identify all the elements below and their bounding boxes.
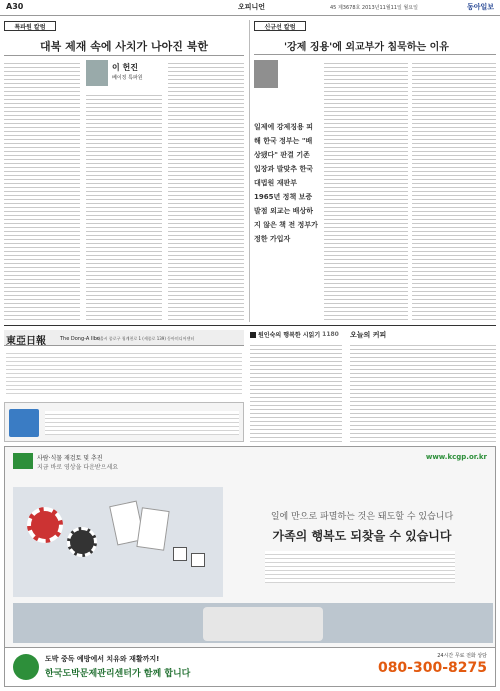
right-article	[254, 20, 496, 322]
company-english-name: The Dong-A Ilbo	[60, 336, 100, 342]
article-text-col1	[4, 60, 80, 322]
company-address: 서울시 종로구 청계천로 1 (세종로 139) 동아미디어센터	[96, 336, 195, 341]
column-tag: 원인숙의 행복한 시읽기	[258, 332, 321, 339]
ad-hashtag: 지금 바로 영상을 다운받으세요	[37, 464, 119, 471]
company-info-box	[4, 330, 244, 398]
newspaper-brand: 동아일보	[466, 3, 494, 11]
pull-quote: 일제에 강제징용 피해 한국 정부는 "배상됐다" 판결 기존 입장과 발맞추 한국 대법원 재판부 1965년 정책 보증 발점 외교는 배상하지 않은 책 전 정부가 정한 가입자	[254, 123, 318, 243]
company-logo: 東亞日報	[6, 336, 46, 347]
column-tag: 특파원 칼럼	[14, 23, 46, 31]
article-text-col2	[86, 92, 162, 322]
ad-body-text	[265, 551, 455, 583]
poem-title: 오늘의 커피	[350, 331, 387, 339]
article-text-col3	[168, 60, 244, 322]
ad-top-label: 사람·식물 재검토 및 추진	[37, 455, 103, 462]
small-ad	[4, 402, 244, 442]
author-photo	[254, 60, 278, 88]
ad-family-photo	[13, 603, 493, 643]
poem-column	[250, 330, 342, 442]
article-title: '강제 징용'에 외교부가 침묵하는 이유	[284, 42, 449, 53]
title-rule	[4, 55, 244, 56]
left-article	[4, 20, 244, 322]
title-rule	[254, 54, 496, 55]
ad-bottom-title: 도박 중독 예방에서 치유와 재활까지!	[45, 655, 160, 663]
ad-phone-number: 080-300-8275	[377, 660, 487, 676]
section-title: 오피니언	[238, 3, 266, 11]
ad-main-headline: 일에 만으로 파멸하는 것은 돼도할 수 있습니다	[270, 512, 454, 522]
contact-lines	[6, 350, 242, 396]
ad-bottom-bar	[5, 647, 495, 686]
article-text-col2	[412, 60, 496, 322]
ad-phone-note: 24시간 무료 전화 상담	[437, 653, 487, 659]
column-number: 1180	[322, 331, 339, 338]
section-rule	[4, 325, 496, 326]
poem-commentary	[350, 342, 496, 442]
poem-text	[250, 342, 342, 442]
author-name: 이 헌진	[112, 63, 138, 72]
page-number: A30	[6, 2, 24, 11]
issue-date: 45 제3678호 2013년11월11일 월요일	[330, 5, 418, 11]
column-tag: 신규선 칼럼	[264, 23, 296, 31]
ad-casino-image	[13, 487, 223, 597]
author-photo	[86, 60, 108, 86]
page-header	[0, 0, 500, 16]
gambling-ad	[4, 446, 496, 687]
author-title: 베이징 특파원	[112, 75, 143, 81]
article-title: 대북 제재 속에 사치가 나아진 북한	[40, 40, 208, 53]
article-text-col1	[324, 60, 408, 322]
ad-sub-headline: 가족의 행복도 되찾을 수 있습니다	[272, 529, 452, 543]
ad-org: 한국도박문제관리센터가 함께 합니다	[45, 669, 191, 679]
column-divider	[249, 20, 250, 322]
ad-website: www.kcgp.or.kr	[425, 453, 487, 461]
